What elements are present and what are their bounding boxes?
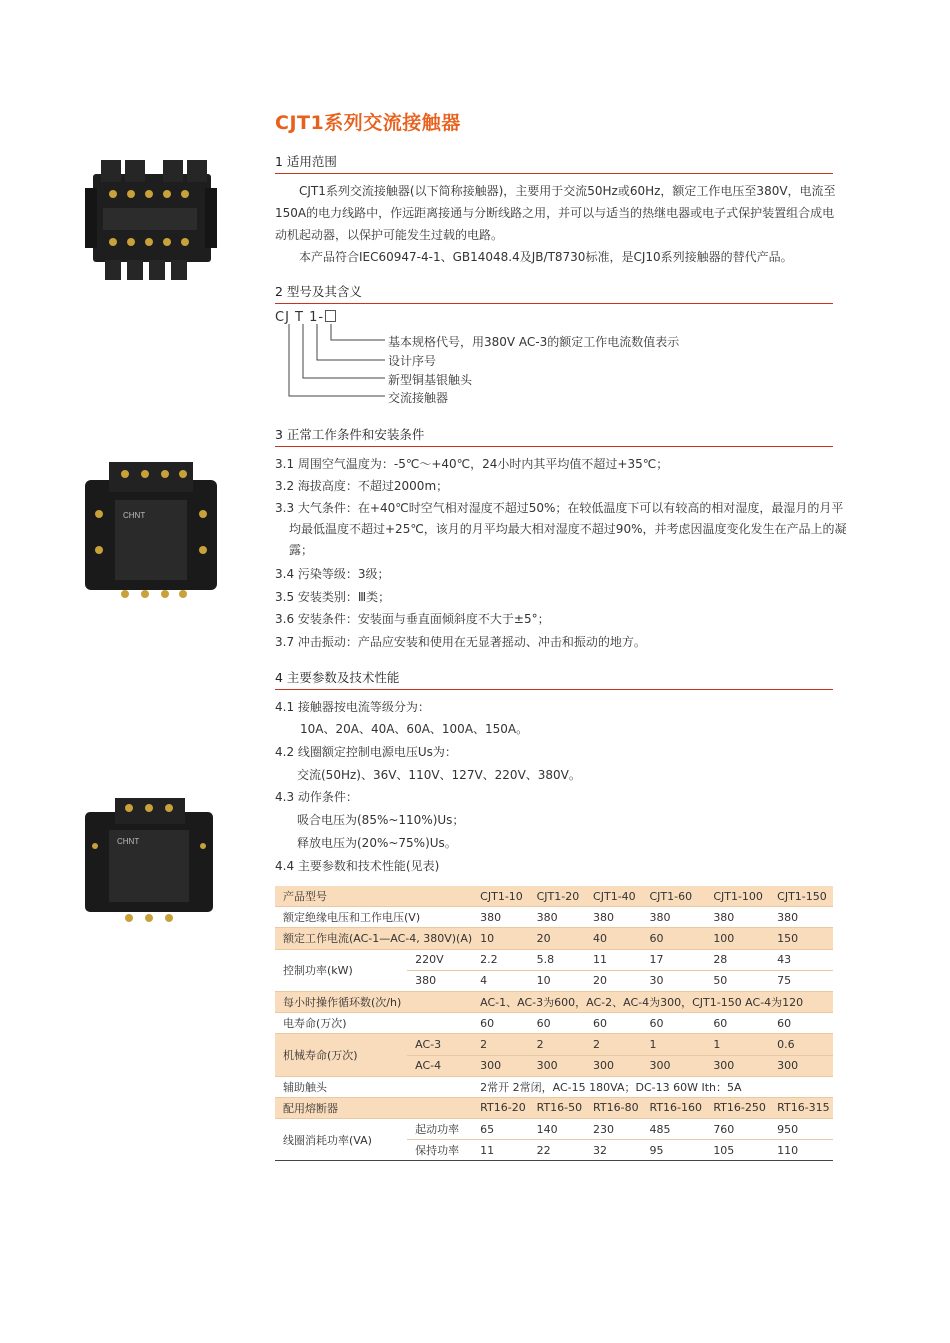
table-cell: 230 xyxy=(585,1119,641,1140)
table-cell: RT16-160 xyxy=(641,1097,705,1118)
table-cell: RT16-20 xyxy=(472,1097,528,1118)
model-label-design: 设计序号 xyxy=(388,354,437,368)
table-cell: 1 xyxy=(641,1034,705,1055)
table-cell: 60 xyxy=(472,1013,528,1034)
table-cell: 2 xyxy=(585,1034,641,1055)
table-cell: 20 xyxy=(585,970,641,991)
table-cell: 60 xyxy=(769,1013,833,1034)
table-cell: 150 xyxy=(769,928,833,949)
table-cell: 380 xyxy=(705,907,769,928)
table-cell: 2 xyxy=(472,1034,528,1055)
table-header-cell: CJT1-60 xyxy=(641,886,705,907)
table-cell: 22 xyxy=(529,1140,585,1161)
table-cell: 2 xyxy=(529,1034,585,1055)
section-1-para-2: 本产品符合IEC60947-4-1、GB14048.4及JB/T8730标准，是CJ10系列接触器的替代产品。 xyxy=(299,250,793,264)
spec-table xyxy=(275,886,833,1161)
table-cell: RT16-315 xyxy=(769,1097,833,1118)
row-sublabel: 起动功率 xyxy=(407,1119,472,1140)
table-cell: 43 xyxy=(769,949,833,970)
section-1-para-1: CJT1系列交流接触器(以下简称接触器)，主要用于交流50Hz或60Hz，额定工作电压至380V，电流至150A的电力线路中，作远距离接通与分断线路之用，并可以与适当的热继电器或电子式保护装置组合成电动机起动器，以保护可能发生过载的电路。 xyxy=(275,184,836,242)
row-label: 控制功率(kW) xyxy=(275,949,407,991)
table-cell: 4 xyxy=(472,970,528,991)
table-cell: 65 xyxy=(472,1119,528,1140)
table-cell: 485 xyxy=(641,1119,705,1140)
table-cell: 60 xyxy=(585,1013,641,1034)
table-header-cell: CJT1-20 xyxy=(529,886,585,907)
table-cell: 40 xyxy=(585,928,641,949)
row-label: 线圈消耗功率(VA) xyxy=(275,1119,407,1161)
table-cell: 75 xyxy=(769,970,833,991)
table-cell: 11 xyxy=(472,1140,528,1161)
table-cell: 380 xyxy=(769,907,833,928)
row-label: 额定绝缘电压和工作电压(V) xyxy=(275,907,472,928)
model-code-box xyxy=(325,310,336,322)
model-label-spec: 基本规格代号，用380V AC-3的额定工作电流数值表示 xyxy=(388,335,680,349)
table-cell: 300 xyxy=(472,1055,528,1076)
table-cell: 950 xyxy=(769,1119,833,1140)
row-sublabel: 380 xyxy=(407,970,472,991)
row-label: 电寿命(万次) xyxy=(275,1013,472,1034)
table-cell: RT16-250 xyxy=(705,1097,769,1118)
table-cell: 300 xyxy=(529,1055,585,1076)
section-heading-4: 4 主要参数及技术性能 xyxy=(275,668,833,690)
condition-3-7: 3.7 冲击振动：产品应安装和使用在无显著摇动、冲击和振动的地方。 xyxy=(275,635,646,649)
page-title: CJT1系列交流接触器 xyxy=(275,112,461,134)
param-4-3-pickup: 吸合电压为(85%~110%)Us； xyxy=(297,813,465,827)
param-4-3-release: 释放电压为(20%~75%)Us。 xyxy=(297,836,457,850)
table-row xyxy=(275,1013,833,1034)
table-header-label: 产品型号 xyxy=(275,886,472,907)
row-sublabel: AC-3 xyxy=(407,1034,472,1055)
condition-3-5: 3.5 安装类别：Ⅲ类； xyxy=(275,590,391,604)
condition-3-2: 3.2 海拔高度：不超过2000m； xyxy=(275,479,449,493)
contactor-image-3 xyxy=(85,796,213,930)
table-cell: 30 xyxy=(641,970,705,991)
table-cell: 140 xyxy=(529,1119,585,1140)
table-cell: 380 xyxy=(472,907,528,928)
table-row xyxy=(275,907,833,928)
section-1-body xyxy=(275,180,840,268)
table-row xyxy=(275,949,833,970)
row-label: 每小时操作循环数(次/h) xyxy=(275,991,472,1012)
section-heading-3: 3 正常工作条件和安装条件 xyxy=(275,425,833,447)
table-cell: 300 xyxy=(705,1055,769,1076)
row-label: 辅助触头 xyxy=(275,1076,472,1097)
table-header-cell: CJT1-40 xyxy=(585,886,641,907)
model-diagram-lines xyxy=(275,322,387,402)
section-heading-2: 2 型号及其含义 xyxy=(275,282,833,304)
table-row xyxy=(275,1119,833,1140)
table-cell: 50 xyxy=(705,970,769,991)
param-4-2: 4.2 线圈额定控制电源电压Us为： xyxy=(275,745,457,759)
row-sublabel: 保持功率 xyxy=(407,1140,472,1161)
table-cell: 17 xyxy=(641,949,705,970)
table-row xyxy=(275,1034,833,1055)
table-cell: 11 xyxy=(585,949,641,970)
table-cell: 28 xyxy=(705,949,769,970)
condition-3-3: 3.3 大气条件：在+40℃时空气相对湿度不超过50%；在较低温度下可以有较高的相对湿度，最湿月的月平均最低温度不超过+25℃，该月的月平均最大相对湿度不超过90%，并考虑因温度变化发生在产品上的凝露； xyxy=(275,501,847,557)
table-header-cell: CJT1-150 xyxy=(769,886,833,907)
brand-logo: CHNT xyxy=(123,511,146,520)
table-header-cell: CJT1-10 xyxy=(472,886,528,907)
table-cell: 60 xyxy=(529,1013,585,1034)
table-cell: 0.6 xyxy=(769,1034,833,1055)
param-4-1: 4.1 接触器按电流等级分为： xyxy=(275,700,430,714)
table-header-cell: CJT1-100 xyxy=(705,886,769,907)
table-cell: 110 xyxy=(769,1140,833,1161)
row-sublabel: AC-4 xyxy=(407,1055,472,1076)
model-code-prefix: CJ T 1- xyxy=(275,310,325,325)
table-cell: 1 xyxy=(705,1034,769,1055)
section-heading-1: 1 适用范围 xyxy=(275,152,833,174)
row-sublabel: 220V xyxy=(407,949,472,970)
table-cell: 10 xyxy=(472,928,528,949)
table-row xyxy=(275,928,833,949)
condition-3-4: 3.4 污染等级：3级； xyxy=(275,567,390,581)
model-label-type: 交流接触器 xyxy=(388,391,449,405)
param-4-1-values: 10A、20A、40A、60A、100A、150A。 xyxy=(300,722,529,736)
row-label: 额定工作电流(AC-1—AC-4, 380V)(A) xyxy=(275,928,472,949)
contactor-image-2 xyxy=(85,460,217,606)
condition-3-6: 3.6 安装条件：安装面与垂直面倾斜度不大于±5°； xyxy=(275,612,550,626)
param-4-4: 4.4 主要参数和技术性能(见表) xyxy=(275,859,440,873)
condition-3-1: 3.1 周围空气温度为：-5℃～+40℃，24小时内其平均值不超过+35℃； xyxy=(275,457,669,471)
table-cell: RT16-50 xyxy=(529,1097,585,1118)
contactor-image-1 xyxy=(85,160,217,282)
table-cell: 2常开 2常闭，AC-15 180VA；DC-13 60W Ith：5A xyxy=(472,1076,833,1097)
table-cell: 380 xyxy=(585,907,641,928)
table-row xyxy=(275,886,833,907)
table-row xyxy=(275,1076,833,1097)
table-cell: 105 xyxy=(705,1140,769,1161)
table-cell: 60 xyxy=(641,1013,705,1034)
table-cell: 760 xyxy=(705,1119,769,1140)
table-cell: 20 xyxy=(529,928,585,949)
table-cell: 300 xyxy=(641,1055,705,1076)
param-4-2-values: 交流(50Hz)、36V、110V、127V、220V、380V。 xyxy=(297,768,581,782)
table-cell: 32 xyxy=(585,1140,641,1161)
table-cell: 5.8 xyxy=(529,949,585,970)
table-cell: 95 xyxy=(641,1140,705,1161)
row-label: 机械寿命(万次) xyxy=(275,1034,407,1076)
table-cell: 10 xyxy=(529,970,585,991)
table-cell: 300 xyxy=(585,1055,641,1076)
row-label: 配用熔断器 xyxy=(275,1097,472,1118)
table-cell: 60 xyxy=(641,928,705,949)
table-cell: 100 xyxy=(705,928,769,949)
param-4-3: 4.3 动作条件： xyxy=(275,790,358,804)
table-cell: RT16-80 xyxy=(585,1097,641,1118)
table-cell: 380 xyxy=(529,907,585,928)
table-cell: 380 xyxy=(641,907,705,928)
table-row xyxy=(275,1097,833,1118)
brand-logo: CHNT xyxy=(117,837,140,846)
table-cell: 60 xyxy=(705,1013,769,1034)
table-cell: 2.2 xyxy=(472,949,528,970)
table-cell: AC-1、AC-3为600，AC-2、AC-4为300，CJT1-150 AC-4为120 xyxy=(472,991,833,1012)
model-label-contact: 新型铜基银触头 xyxy=(388,373,473,387)
table-cell: 300 xyxy=(769,1055,833,1076)
table-row xyxy=(275,991,833,1012)
